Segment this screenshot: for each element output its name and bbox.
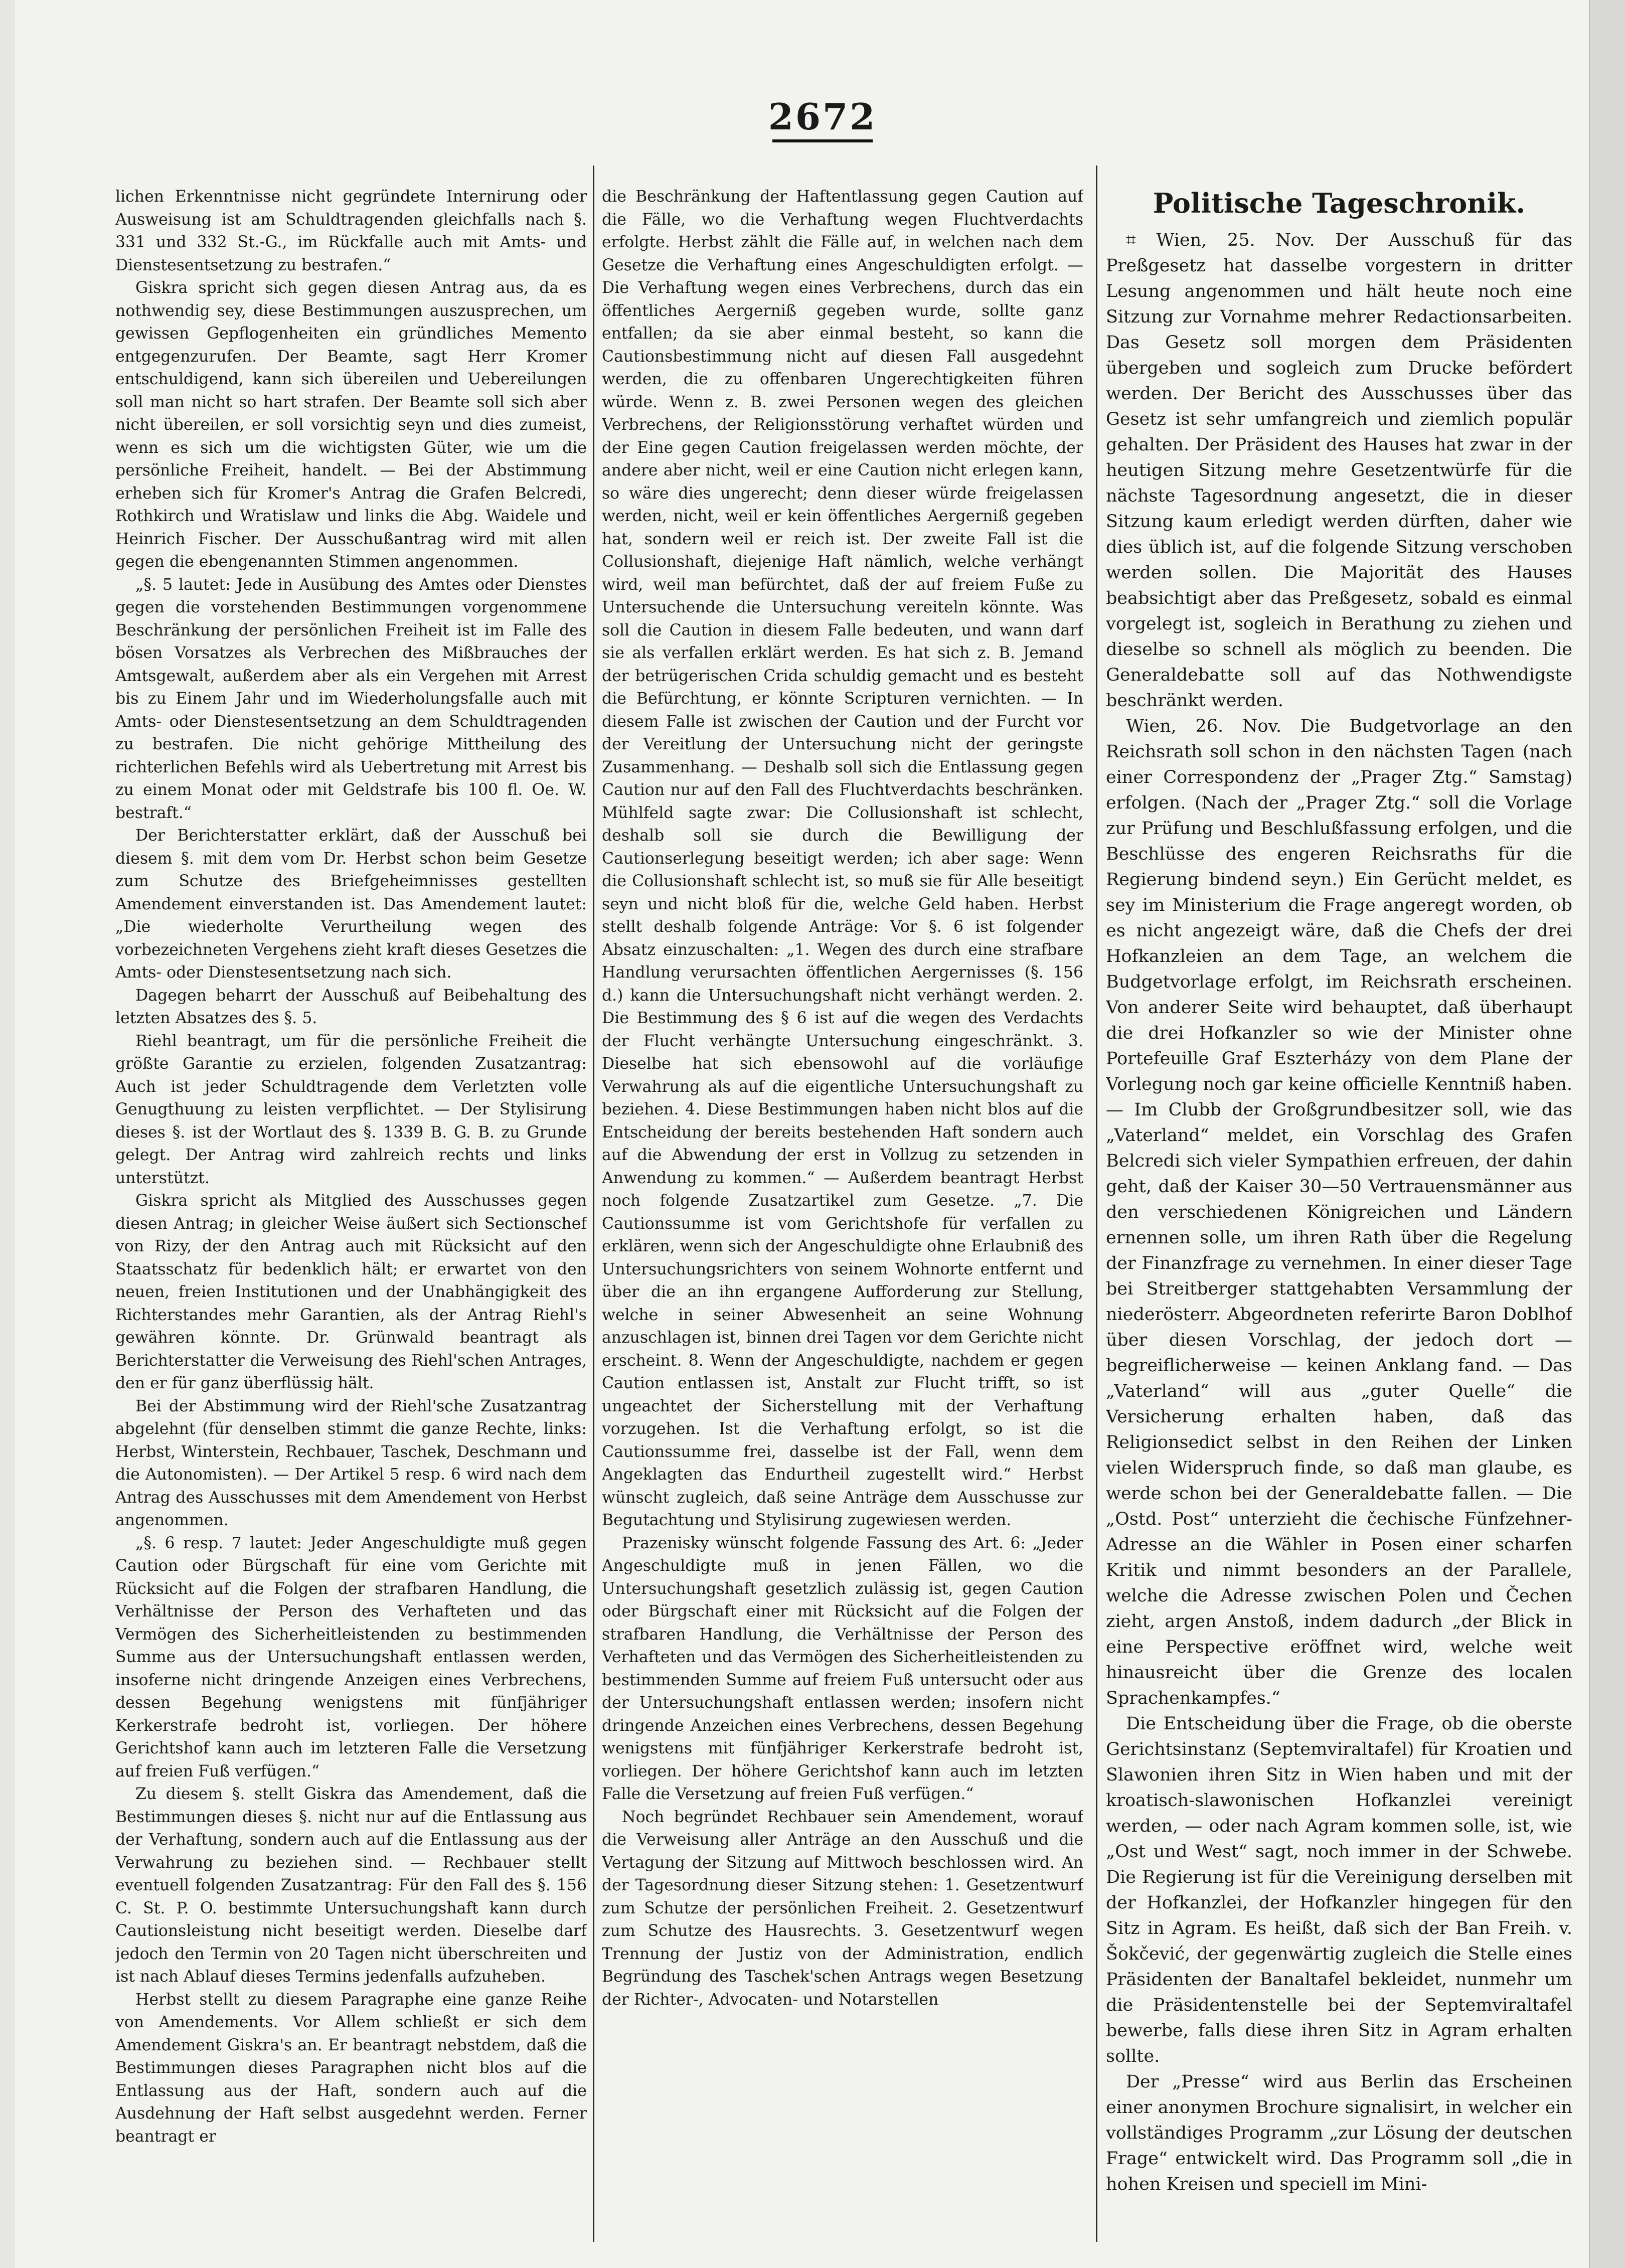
column-left-paragraph-9: „§. 6 resp. 7 lautet: Jeder Angeschuldigte muß gegen Caution oder Bürgschaft für eine vom Gerichte mit Rücksicht auf die Folgen der strafbaren Handlung, die Verhältnisse der Person des Verhafteten und das Vermögen des Sicherheitleistenden zu bestimmenden Summe aus der Untersuchungshaft entlassen werden, insoferne nicht dringende Anzeigen eines Verbrechens, dessen Begehung wenigstens mit fünfjähriger Kerkerstrafe bedroht ist, vorliegen. Der höhere Gerichtshof kann auch im letzteren Falle die Versetzung auf freien Fuß verfügen.“: [115, 1534, 587, 1780]
section-title: Politische Tageschronik.: [1153, 187, 1526, 219]
column-middle-paragraph-2: Prazenisky wünscht folgende Fassung des Art. 6: „Jeder Angeschuldigte muß in jenen Fällen, wo die Untersuchungshaft gesetzlich zulässig ist, gegen Caution oder Bürgschaft einer mit Rücksicht auf die Folgen der strafbaren Handlung, die Verhältnisse der Person des Verhafteten und das Vermögen des Sicherheitleistenden zu bestimmenden Summe auf freiem Fuß untersucht oder aus der Untersuchungshaft entlassen werden; insofern nicht dringende Anzeichen eines Verbrechens, dessen Begehung wenigstens mit fünfjähriger Kerkerstrafe bedroht ist, vorliegen. Der höhere Gerichtshof kann auch im letzten Falle die Versetzung auf freien Fuß verfügen.“: [602, 1534, 1083, 1803]
column-left-paragraph-2: Giskra spricht sich gegen diesen Antrag aus, da es nothwendig sey, diese Bestimmungen auszusprechen, um gewissen Gepflogenheiten ein gründliches Memento entgegenzurufen. Der Beamte, sagt Herr Kromer entschuldigend, kann sich übereilen und Uebereilungen soll man nicht so hart strafen. Der Beamte soll sich aber nicht übereilen, er soll vorsichtig seyn und dies zumeist, wenn es sich um die wichtigsten Güter, wie um die persönliche Freiheit, handelt. — Bei der Abstimmung erheben sich für Kromer's Antrag die Grafen Belcredi, Rothkirch und Wratislaw und links die Abg. Waidele und Heinrich Fischer. Der Ausschußantrag wird mit allen gegen die ebengenannten Stimmen angenommen.: [115, 279, 587, 571]
page-number: 2672: [768, 95, 877, 138]
column-left-paragraph-10: Zu diesem §. stellt Giskra das Amendement, daß die Bestimmungen dieses §. nicht nur auf die Entlassung aus der Verhaftung, sondern auch auf die Entlassung aus der Verwahrung zu beziehen sind. — Rechbauer stellt eventuell folgenden Zusatzantrag: Für den Fall des §. 156 C. St. P. O. bestimmte Untersuchungshaft kann durch Cautionsleistung nicht beseitigt werden. Dieselbe darf jedoch den Termin von 20 Tagen nicht überschreiten und ist nach Ablauf dieses Termins jedenfalls aufzuheben.: [115, 1785, 587, 1986]
column-left: [115, 186, 587, 2222]
column-left-paragraph-11: Herbst stellt zu diesem Paragraphe eine ganze Reihe von Amendements. Vor Allem schließt er sich dem Amendement Giskra's an. Er beantragt nebstdem, daß die Bestimmungen dieses Paragraphen nicht blos auf die Entlassung aus der Haft, sondern auch auf die Ausdehnung der Haft selbst ausgedehnt werden. Ferner beantragt er: [115, 1990, 587, 2146]
column-left-paragraph-1: lichen Erkenntnisse nicht gegründete Internirung oder Ausweisung ist am Schuldtragenden gleichfalls nach §. 331 und 332 St.-G., im Rückfalle auch mit Amts- und Dienstesentsetzung zu bestrafen.“: [115, 188, 587, 274]
column-divider-2: [1096, 166, 1097, 2242]
column-right: [1106, 186, 1572, 2222]
page-edge-left: [0, 0, 15, 2268]
column-middle: [602, 186, 1083, 2222]
column-left-paragraph-8: Bei der Abstimmung wird der Riehl'sche Zusatzantrag abgelehnt (für denselben stimmt die ganze Rechte, links: Herbst, Winterstein, Rechbauer, Taschek, Deschmann und die Autonomisten). — Der Artikel 5 resp. 6 wird nach dem Antrag des Ausschusses mit dem Amendement von Herbst angenommen.: [115, 1397, 587, 1529]
column-left-paragraph-4: Der Berichterstatter erklärt, daß der Ausschuß bei diesem §. mit dem vom Dr. Herbst schon beim Gesetze zum Schutze des Briefgeheimnisses gestellten Amendement einverstanden ist. Das Amendement lautet: „Die wiederholte Verurtheilung wegen des vorbezeichneten Vergehens zieht kraft dieses Gesetzes die Amts- oder Dienstesentsetzung nach sich.: [115, 827, 587, 982]
column-middle-paragraph-3: Noch begründet Rechbauer sein Amendement, worauf die Verweisung aller Anträge an den Ausschuß und die Vertagung der Sitzung auf Mittwoch beschlossen wird. An der Tagesordnung dieser Sitzung stehen: 1. Gesetzentwurf zum Schutze der persönlichen Freiheit. 2. Gesetzentwurf zum Schutze des Hausrechts. 3. Gesetzentwurf wegen Trennung der Justiz von der Administration, endlich Begründung des Taschek'schen Antrags wegen Besetzung der Richter-, Advocaten- und Notarstellen: [602, 1808, 1083, 2009]
column-divider-1: [593, 166, 594, 2242]
column-left-paragraph-7: Giskra spricht als Mitglied des Ausschusses gegen diesen Antrag; in gleicher Weise äußert sich Sectionschef von Rizy, der den Antrag auch mit Rücksicht auf den Staatsschatz für bedenklich hält; er erwartet von den neuen, freien Institutionen und der Unabhängigkeit des Richterstandes mehr Garantien, als der Antrag Riehl's gewähren könnte. Dr. Grünwald beantragt als Berichterstatter die Verweisung des Riehl'schen Antrages, den er für ganz überflüssig hält.: [115, 1192, 587, 1392]
page-edge-right: [1589, 0, 1625, 2268]
column-right-paragraph-1: ⌗ Wien, 25. Nov. Der Ausschuß für das Preßgesetz hat dasselbe vorgestern in dritter Lesung angenommen und hält heute noch eine Sitzung zur Vornahme mehrer Redactionsarbeiten. Das Gesetz soll morgen dem Präsidenten übergeben und sogleich zum Drucke befördert werden. Der Bericht des Ausschusses über das Gesetz ist sehr umfangreich und ziemlich populär gehalten. Der Präsident des Hauses hat zwar in der heutigen Sitzung mehre Gesetzentwürfe für die nächste Tagesordnung angesetzt, die in dieser Sitzung kaum erledigt werden dürften, daher wie dies üblich ist, auf die folgende Sitzung verschoben werden sollen. Die Majorität des Hauses beabsichtigt aber das Preßgesetz, sobald es einmal vorgelegt ist, sogleich in Berathung zu ziehen und dieselbe so schnell als möglich zu beenden. Die Generaldebatte soll auf das Nothwendigste beschränkt werden.: [1106, 230, 1572, 711]
column-left-paragraph-6: Riehl beantragt, um für die persönliche Freiheit die größte Garantie zu erzielen, folgenden Zusatzantrag: Auch ist jeder Schuldtragende dem Verletzten volle Genugthuung zu leisten verpflichtet. — Der Stylisirung dieses §. ist der Wortlaut des §. 1339 B. G. B. zu Grunde gelegt. Der Antrag wird zahlreich rechts und links unterstützt.: [115, 1032, 587, 1187]
column-left-paragraph-5: Dagegen beharrt der Ausschuß auf Beibehaltung des letzten Absatzes des §. 5.: [115, 986, 587, 1027]
column-right-paragraph-4: Der „Presse“ wird aus Berlin das Erscheinen einer anonymen Brochure signalisirt, in welcher ein vollständiges Programm „zur Lösung der deutschen Frage“ entwickelt wird. Das Programm soll „die in hohen Kreisen und speciell im Mini-: [1106, 2072, 1572, 2194]
page-number-underline: [772, 139, 873, 142]
column-right-paragraph-3: Die Entscheidung über die Frage, ob die oberste Gerichtsinstanz (Septemviraltafel) für Kroatien und Slawonien ihren Sitz in Wien haben und mit der kroatisch-slawonischen Hofkanzlei vereinigt werden, — oder nach Agram kommen solle, ist, wie „Ost und West“ sagt, noch immer in der Schwebe. Die Regierung ist für die Vereinigung derselben mit der Hofkanzlei, der Hofkanzler hingegen für den Sitz in Agram. Es heißt, daß sich der Ban Freih. v. Šokčević, der gegenwärtig zugleich die Stelle eines Präsidenten der Banaltafel bekleidet, nunmehr um die Präsidentenstelle bei der Septemviraltafel bewerbe, falls diese ihren Sitz in Agram erhalten sollte.: [1106, 1714, 1572, 2066]
column-left-paragraph-3: „§. 5 lautet: Jede in Ausübung des Amtes oder Dienstes gegen die vorstehenden Bestimmungen vorgenommene Beschränkung der persönlichen Freiheit ist im Falle des bösen Vorsatzes als Verbrechen des Mißbrauches der Amtsgewalt, außerdem aber als ein Vergehen mit Arrest bis zu Einem Jahr und im Wiederholungsfalle auch mit Amts- oder Dienstesentsetzung an dem Schuldtragenden zu bestrafen. Die nicht gehörige Mittheilung des richterlichen Befehls wird als Uebertretung mit Arrest bis zu einem Monat oder mit Geldstrafe bis 100 fl. Oe. W. bestraft.“: [115, 575, 587, 822]
column-right-paragraph-2: Wien, 26. Nov. Die Budgetvorlage an den Reichsrath soll schon in den nächsten Tagen (nach einer Correspondenz der „Prager Ztg.“ Samstag) erfolgen. (Nach der „Prager Ztg.“ soll die Vorlage zur Prüfung und Beschlußfassung erfolgen, und die Beschlüsse des engeren Reichsraths für die Regierung bindend seyn.) Ein Gerücht meldet, es sey im Ministerium die Frage angeregt worden, ob es nicht angezeigt wäre, daß die Chefs der drei Hofkanzleien an dem Tage, an welchem die Budgetvorlage erfolgt, im Reichsrath erscheinen. Von anderer Seite wird behauptet, daß überhaupt die drei Hofkanzler so wie der Minister ohne Portefeuille Graf Eszterházy von dem Plane der Vorlegung noch gar keine officielle Kenntniß haben. — Im Clubb der Großgrundbesitzer soll, wie das „Vaterland“ meldet, ein Vorschlag des Grafen Belcredi sich vieler Sympathien erfreuen, der dahin geht, daß der Kaiser 30—50 Vertrauensmänner aus den verschiedenen Königreichen und Ländern ernennen solle, um ihren Rath über die Regelung der Finanzfrage zu vernehmen. In einer dieser Tage bei Streitberger stattgehabten Versammlung der niederösterr. Abgeordneten referirte Baron Doblhof über diesen Vorschlag, der jedoch dort — begreiflicherweise — keinen Anklang fand. — Das „Vaterland“ will aus „guter Quelle“ die Versicherung erhalten haben, daß das Religionsedict selbst in den Reihen der Linken vielen Widerspruch finde, so daß man glaube, es werde schon bei der Generaldebatte fallen. — Die „Ostd. Post“ unterzieht die čechische Fünfzehner-Adresse an die Wähler in Posen einer scharfen Kritik und nimmt besonders an der Parallele, welche die Adresse zwischen Polen und Čechen zieht, argen Anstoß, indem dadurch „der Blick in eine Perspective eröffnet wird, welche weit hinausreicht über die Grenze des localen Sprachenkampfes.“: [1106, 716, 1572, 1708]
column-middle-paragraph-1: die Beschränkung der Haftentlassung gegen Caution auf die Fälle, wo die Verhaftung wegen Fluchtverdachts erfolgte. Herbst zählt die Fälle auf, in welchen nach dem Gesetze die Verhaftung eines Angeschuldigten erfolgt. — Die Verhaftung wegen eines Verbrechens, durch das ein öffentliches Aergerniß gegeben wurde, sollte ganz entfallen; da sie aber einmal besteht, so kann die Cautionsbestimmung nicht auf diesen Fall ausgedehnt werden, die zu offenbaren Ungerechtigkeiten führen würde. Wenn z. B. zwei Personen wegen des gleichen Verbrechens, der Religionsstörung verhaftet würden und der Eine gegen Caution freigelassen werden möchte, der andere aber nicht, weil er eine Caution nicht erlegen kann, so wäre dies ungerecht; denn dieser würde freigelassen werden, nicht, weil er kein öffentliches Aergerniß gegeben hat, sondern weil er reich ist. Der zweite Fall ist die Collusionshaft, diejenige Haft nämlich, welche verhängt wird, weil man befürchtet, daß der auf freiem Fuße zu Untersuchende die Untersuchung vereiteln könnte. Was soll die Caution in diesem Falle bedeuten, und wann darf sie als verfallen erklärt werden. Es hat sich z. B. Jemand der betrügerischen Crida schuldig gemacht und es besteht die Befürchtung, er könnte Scripturen vernichten. — In diesem Falle ist zwischen der Caution und der Furcht vor der Vereitlung der Untersuchung nicht der geringste Zusammenhang. — Deshalb soll sich die Entlassung gegen Caution nur auf den Fall des Fluchtverdachts beschränken. Mühlfeld sagte zwar: Die Collusionshaft ist schlecht, deshalb soll sie durch die Bewilligung der Cautionserlegung beseitigt werden; ich aber sage: Wenn die Collusionshaft schlecht ist, so muß sie für Alle beseitigt seyn und nicht bloß für die, welche Geld haben. Herbst stellt deshalb folgende Anträge: Vor §. 6 ist folgender Absatz einzuschalten: „1. Wegen des durch eine strafbare Handlung verursachten öffentlichen Aergernisses (§. 156 d.) kann die Untersuchungshaft nicht verhängt werden. 2. Die Bestimmung des § 6 ist auf die wegen des Verdachts der Flucht verhängte Untersuchung eingeschränkt. 3. Dieselbe hat sich ebensowohl auf die vorläufige Verwahrung als auf die eigentliche Untersuchungshaft zu beziehen. 4. Diese Bestimmungen haben nicht blos auf die Entscheidung der bereits bestehenden Haft sondern auch auf die Abwendung der erst in Vollzug zu setzenden in Anwendung zu kommen.“ — Außerdem beantragt Herbst noch folgende Zusatzartikel zum Gesetze. „7. Die Cautionssumme ist vom Gerichtshofe für verfallen zu erklären, wenn sich der Angeschuldigte ohne Erlaubniß des Untersuchungsrichters von seinem Wohnorte entfernt und über die an ihn ergangene Aufforderung zur Stellung, welche in seiner Abwesenheit an seine Wohnung anzuschlagen ist, binnen drei Tagen vor dem Gerichte nicht erscheint. 8. Wenn der Angeschuldigte, nachdem er gegen Caution entlassen ist, Anstalt zur Flucht trifft, so ist ungeachtet der Sicherstellung mit der Verhaftung vorzugehen. Ist die Verhaftung erfolgt, so ist die Cautionssumme frei, dasselbe ist der Fall, wenn dem Angeklagten das Endurtheil zugestellt wird.“ Herbst wünscht zugleich, daß seine Anträge dem Ausschusse zur Begutachtung und Stylisirung zugewiesen werden.: [602, 188, 1083, 1529]
